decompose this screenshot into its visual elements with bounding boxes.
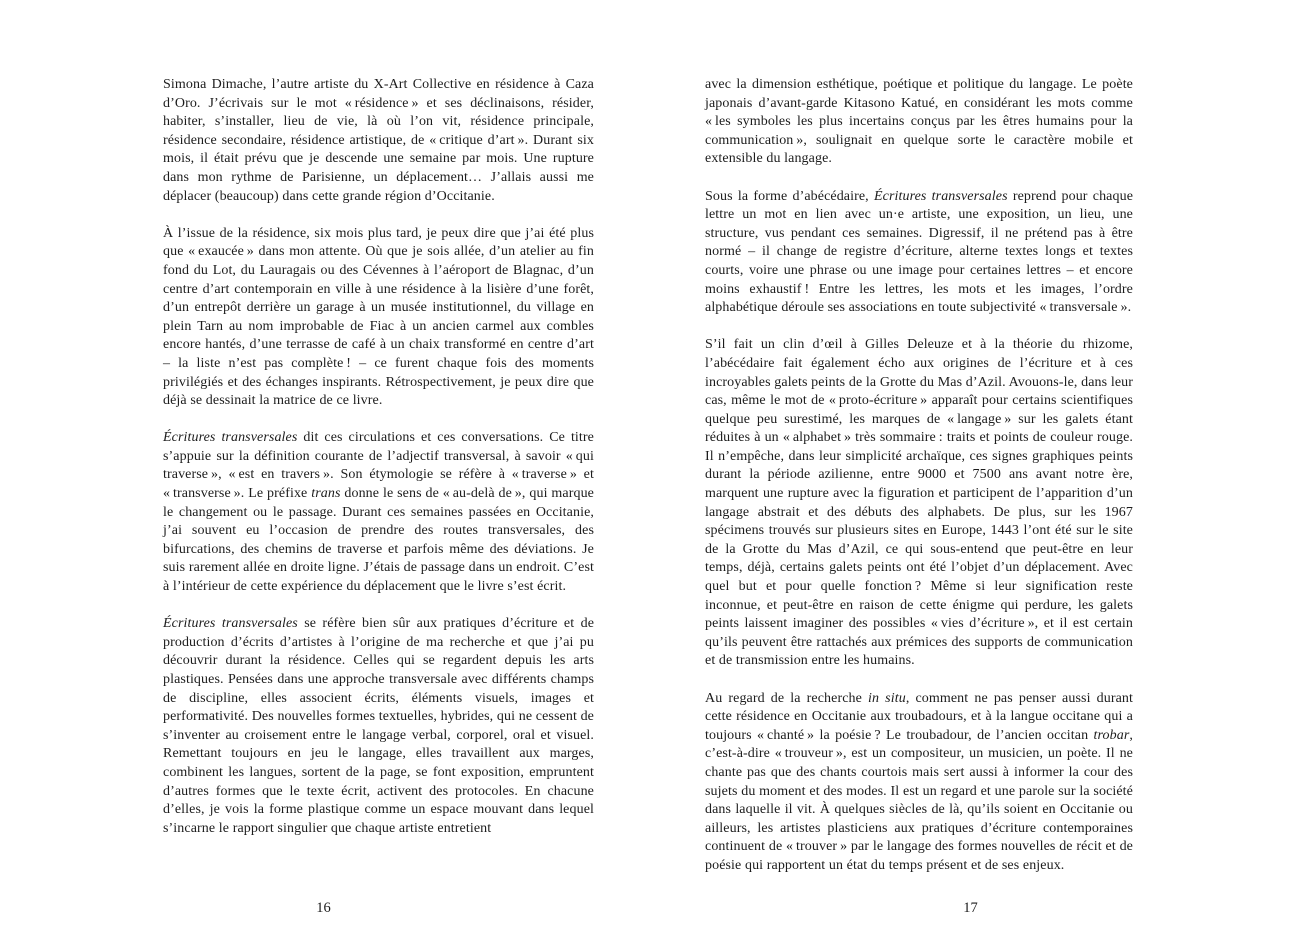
- text-run: Simona Dimache, l’autre artiste du X-Art Collective en résidence à Caza d’Oro. J’écrivais sur le mot « résidence » et ses déclinaisons, résider, habiter, s’installer, lieu de vie, là où l’on vit, résidence principale, résidence secondaire, résidence artistique, de « critique d’art ». Durant six mois, il était prévu que je descende une semaine par mois. Une rupture dans mon rythme de Parisienne, un déplacement… J’allais aussi me déplacer (beaucoup) dans cette grande région d’Occitanie.: [163, 77, 594, 204]
- italic-text-run: in situ: [868, 690, 906, 706]
- paragraph: [163, 76, 594, 206]
- paragraph: [705, 76, 1133, 169]
- text-run: reprend pour chaque lettre un mot en lien avec un·e artiste, une exposition, un lieu, une structure, vus pendant ces semaines. Digressif, il ne prétend pas à être normé – il change de registre d’écriture, alterne textes longs et textes courts, voire une phrase ou une image pour certaines lettres – et encore moins exhaustif ! Entre les lettres, les mots et les images, l’ordre alphabétique déroule ses associations en toute subjectivité « transversale ».: [705, 188, 1134, 316]
- page-text-left: [163, 76, 594, 838]
- italic-text-run: Écritures transversales: [163, 616, 298, 632]
- paragraph: [705, 690, 1133, 876]
- text-run: dit ces circulations et ces conversations. Ce titre s’appuie sur la définition courante de l’adjectif transversal, à savoir « qui traverse », « est en travers ». Son étymologie se réfère à « traverse » et « transverse ». Le préfixe: [163, 430, 594, 502]
- paragraph: [705, 188, 1133, 318]
- text-run: , comment ne pas penser aussi durant cette résidence en Occitanie aux troubadours, et à la langue occitane qui a toujours « chanté » la poésie ? Le troubadour, de l’ancien occitan: [705, 690, 1133, 743]
- text-run: Sous la forme d’abécédaire,: [705, 188, 874, 204]
- paragraph: [163, 429, 594, 596]
- text-run: , c’est-à-dire « trouveur », est un compositeur, un musicien, un poète. Il ne chante pas que des chants courtois mais sert aussi à informer la cour des sujets du moment et des modes. Il est un regard et une parole sur la société dans laquelle il vit. À quelques siècles de là, qu’ils soient en Occitanie ou ailleurs, les artistes plasticiens aux pratiques d’écriture contemporaines continuent de « trouver » par le langage des formes nouvelles de récit et de poésie qui rapportent un état du temps présent et de ses enjeux.: [705, 727, 1133, 873]
- text-run: S’il fait un clin d’œil à Gilles Deleuze et à la théorie du rhizome, l’abécédaire fait également écho aux origines de l’écriture et à ces incroyables galets peints de la Grotte du Mas d’Azil. Avouons-le, dans leur cas, même le mot de « proto-écriture » apparaît pour certains scientifiques quelque peu surestimé, les marques de « langage » sur les galets étant réduites à un « alphabet » très sommaire : traits et points de couleur rouge. Il n’empêche, dans leur simplicité archaïque, ces signes graphiques peints durant la période azilienne, entre 9000 et 7500 ans avant notre ère, marquent une rupture avec la figuration et participent de l’apparition d’un langage abstrait et des débuts des alphabets. De plus, sur les 1967 spécimens trouvés sur plusieurs sites en Europe, 1443 l’ont été sur le site de la Grotte du Mas d’Azil, ce qui sous-entend que peut-être en leur temps, déjà, certains galets peints ont été l’objet d’un déplacement. Avec quel but et pour quelle fonction ? Même si leur signification reste inconnue, et peut-être en raison de cette énigme qui perdure, les galets peints laissent imaginer des possibles « vies d’écriture », et il est certain qu’ils peuvent être rattachés aux prémices des supports de communication et de transmission entre les humains.: [705, 337, 1133, 669]
- paragraph: [705, 336, 1133, 671]
- page-number-left: 16: [316, 900, 331, 916]
- page-number-right: 17: [963, 900, 978, 916]
- italic-text-run: trans: [311, 486, 341, 502]
- text-run: donne le sens de « au-delà de », qui marque le changement ou le passage. Durant ces semaines passées en Occitanie, j’ai souvent eu l’occasion de prendre des routes transversales, des bifurcations, des chemins de traverse et parfois même des déviations. Je suis rarement allée en droite ligne. J’étais de passage dans un endroit. C’est à l’intérieur de cette expérience du déplacement que le livre s’est écrit.: [163, 486, 594, 595]
- text-run: avec la dimension esthétique, poétique et politique du langage. Le poète japonais d’avant-garde Kitasono Katué, en considérant les mots comme « les symboles les plus incertains conçus par les êtres humains pour la communication », soulignait en quelque sorte le caractère mobile et extensible du langage.: [705, 77, 1133, 167]
- text-run: À l’issue de la résidence, six mois plus tard, je peux dire que j’ai été plus que « exaucée » dans mon attente. Où que je sois allée, d’un atelier au fin fond du Lot, du Lauragais ou des Cévennes à l’aéroport de Blagnac, d’un centre d’art contemporain en ville à une résidence à la lisière d’une forêt, d’un entrepôt derrière un garage à un musée institutionnel, du village en plein Tarn au nom improbable de Fiac à un ancien carmel aux combles encore hantés, d’une terrasse de café à un chaix transformé en centre d’art – la liste n’est pas complète ! – ce furent chaque fois des moments privilégiés et des échanges inspirants. Rétrospectivement, je peux dire que déjà se dessinait la matrice de ce livre.: [163, 225, 594, 409]
- italic-text-run: Écritures transversales: [873, 188, 1008, 204]
- paragraph: [163, 225, 594, 411]
- text-run: se réfère bien sûr aux pratiques d’écriture et de production d’écrits d’artistes à l’origine de ma recherche et que j’ai pu découvrir durant la résidence. Celles qui se regardent depuis les arts plastiques. Pensées dans une approche transversale avec différents champs de discipline, elles associent écrits, éléments visuels, images et performativité. Des nouvelles formes textuelles, hybrides, qui ne cessent de s’inventer au croisement entre le langage verbal, corporel, oral et visuel. Remettant toujours en jeu le langage, elles travaillent aux marges, combinent les langues, sortent de la page, se font exposition, empruntent d’autres formes que le texte écrit, activent des protocoles. En chacune d’elles, je vois la forme plastique comme un espace mouvant dans lequel s’incarne le rapport singulier que chaque artiste entretient: [163, 616, 595, 836]
- italic-text-run: Écritures transversales: [163, 430, 298, 446]
- italic-text-run: trobar: [1093, 727, 1130, 743]
- page-text-right: [705, 76, 1133, 876]
- paragraph: [163, 615, 594, 838]
- text-run: Au regard de la recherche: [705, 690, 869, 706]
